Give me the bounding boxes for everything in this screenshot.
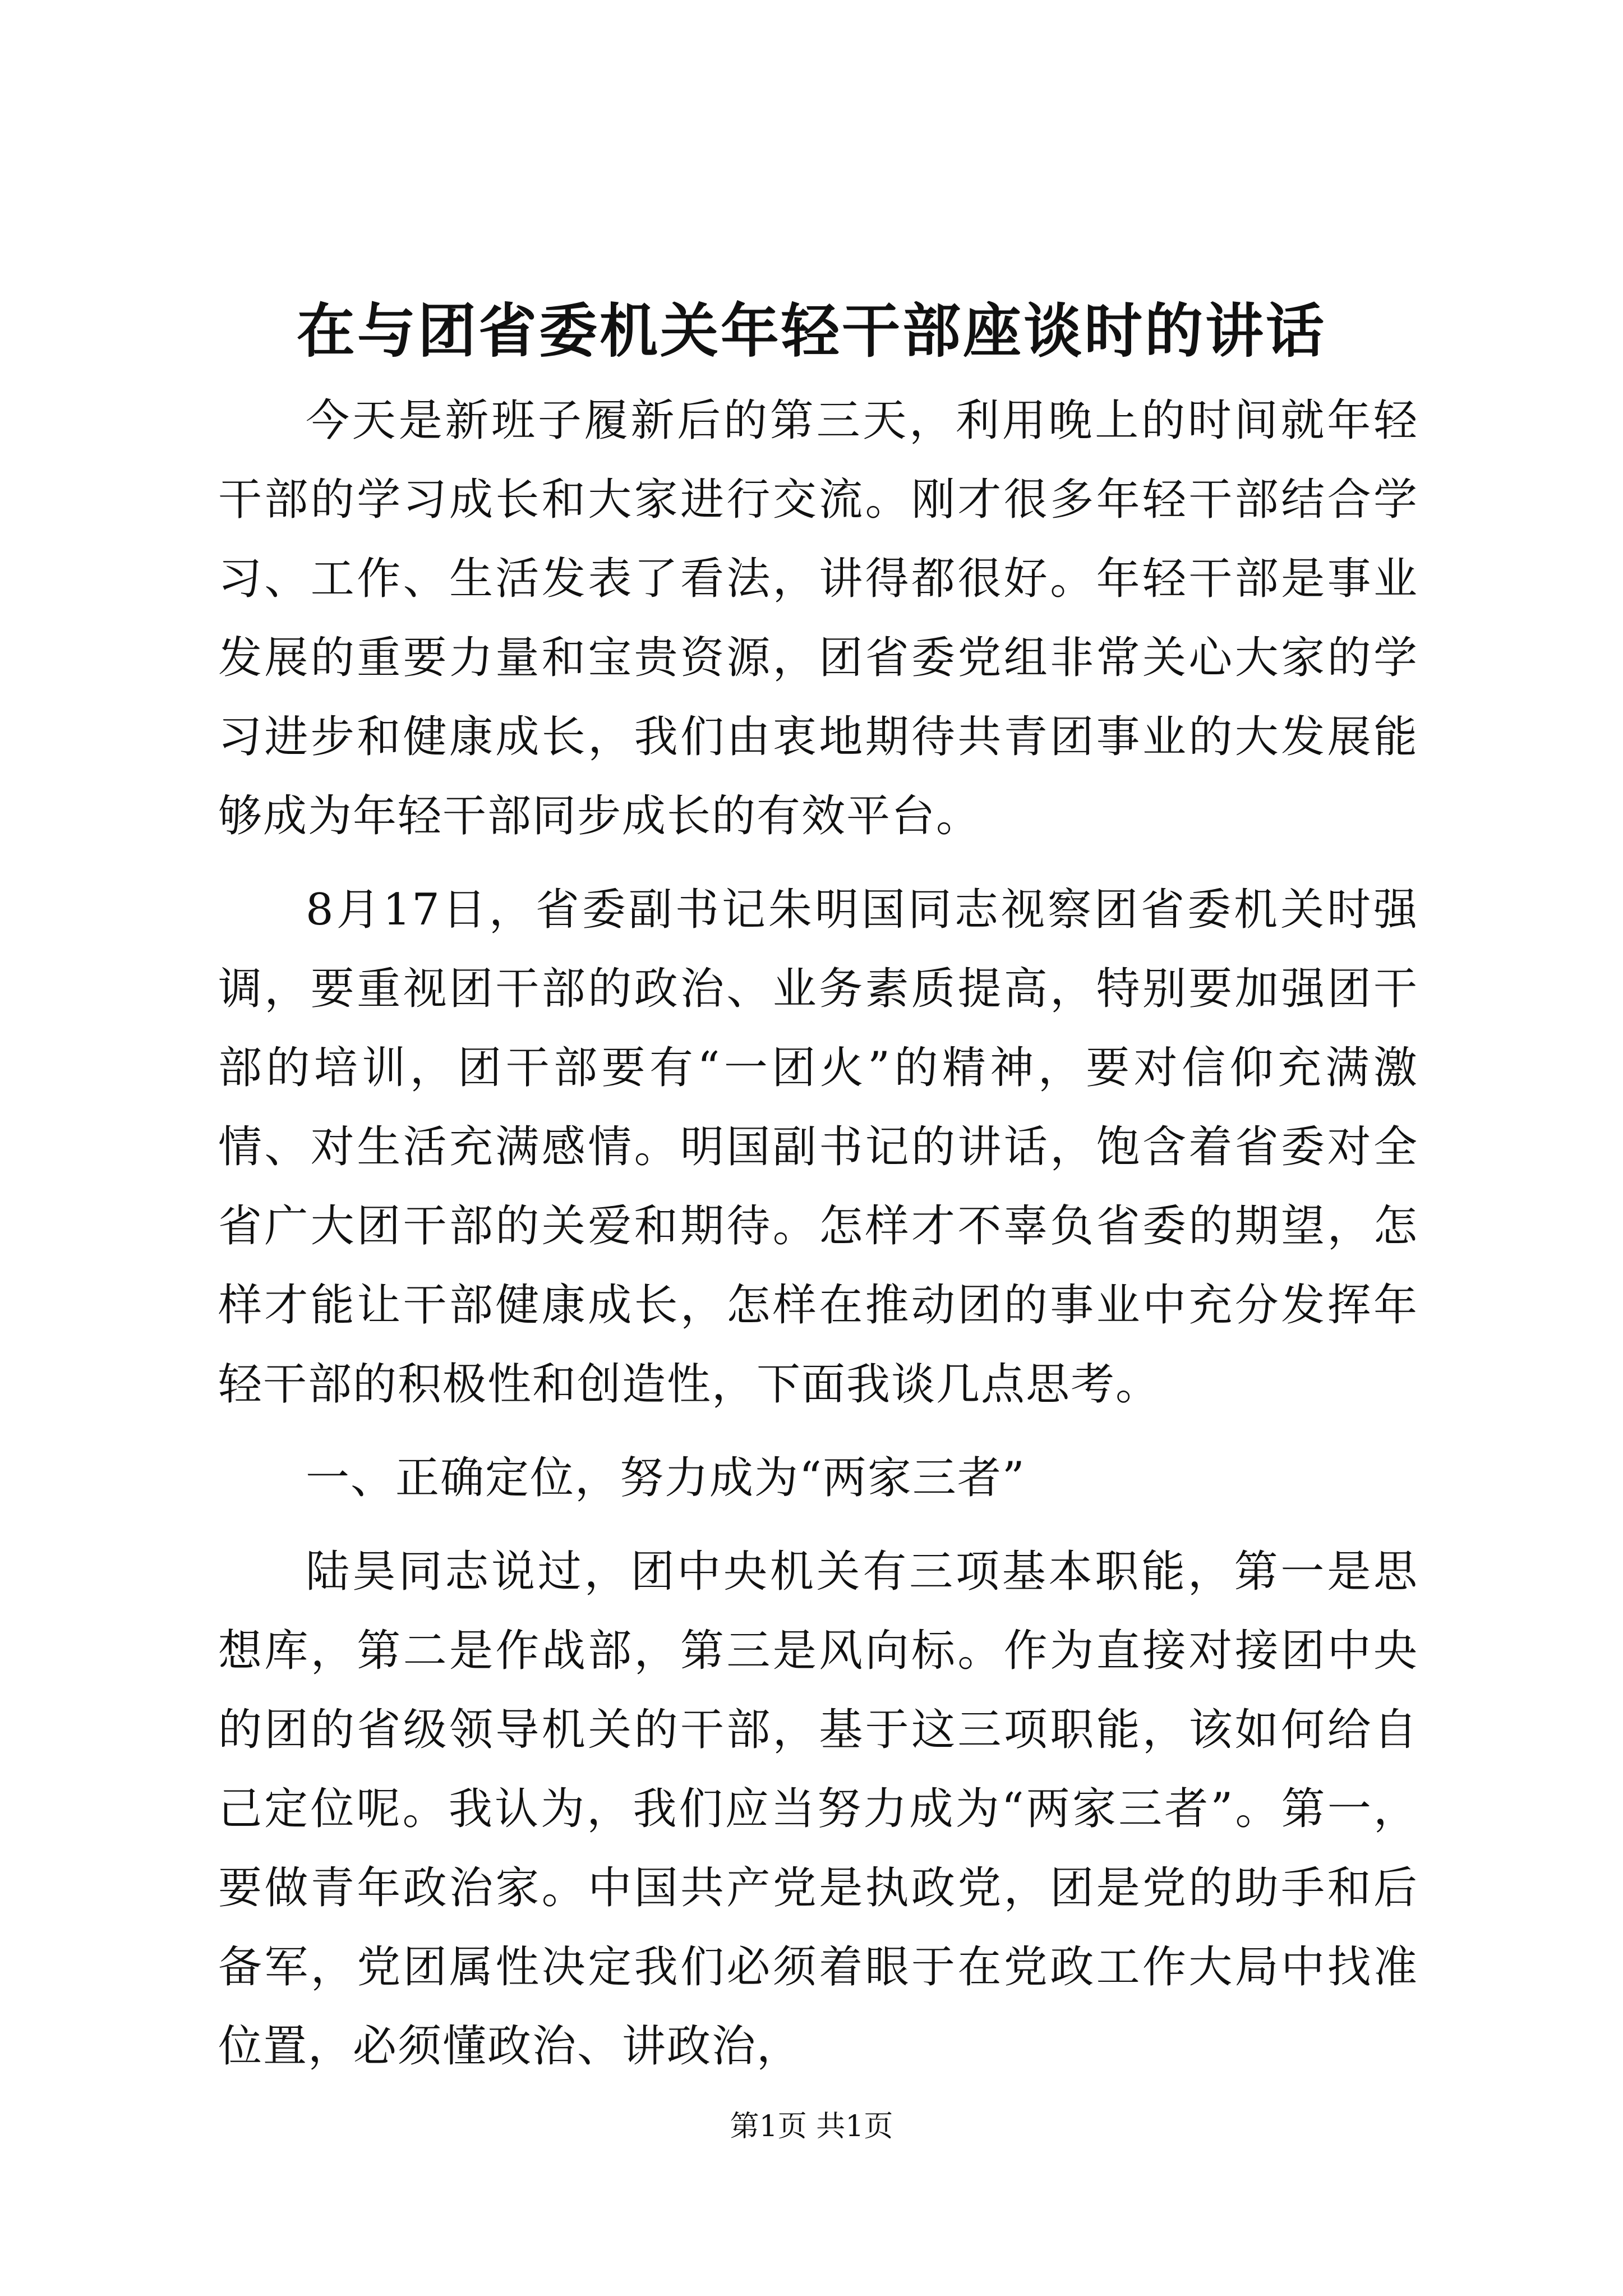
paragraph-intro: 今天是新班子履新后的第三天，利用晚上的时间就年轻干部的学习成长和大家进行交流。刚才很多年轻干部结合学习、工作、生活发表了看法，讲得都很好。年轻干部是事业发展的重要力量和宝贵资源，团省委党组非常关心大家的学习进步和健康成长，我们由衷地期待共青团事业的大发展能够成为年轻干部同步成长的有效平台。 [218, 395, 1418, 841]
paragraph-speech-context: 8月17日，省委副书记朱明国同志视察团省委机关时强调，要重视团干部的政治、业务素质提高，特别要加强团干部的培训，团干部要有“一团火”的精神，要对信仰充满激情、对生活充满感情。明国副书记的讲话，饱含着省委对全省广大团干部的关爱和期待。怎样才不辜负省委的期望，怎样才能让干部健康成长，怎样在推动团的事业中充分发挥年轻干部的积极性和创造性，下面我谈几点思考。 [218, 885, 1418, 1410]
section-heading-1: 一、正确定位，努力成为“两家三者” [306, 1453, 1026, 1503]
page-footer: 第1页 共1页 [730, 2110, 893, 2143]
document-body [218, 381, 1418, 2086]
document-title: 在与团省委机关年轻干部座谈时的讲话 [296, 296, 1326, 365]
paragraph-section-1: 陆昊同志说过，团中央机关有三项基本职能，第一是思想库，第二是作战部，第三是风向标。作为直接对接团中央的团的省级领导机关的干部，基于这三项职能，该如何给自己定位呢。我认为，我们应当努力成为“两家三者”。第一，要做青年政治家。中国共产党是执政党，团是党的助手和后备军，党团属性决定我们必须着眼于在党政工作大局中找准位置，必须懂政治、讲政治， [218, 1547, 1418, 2072]
